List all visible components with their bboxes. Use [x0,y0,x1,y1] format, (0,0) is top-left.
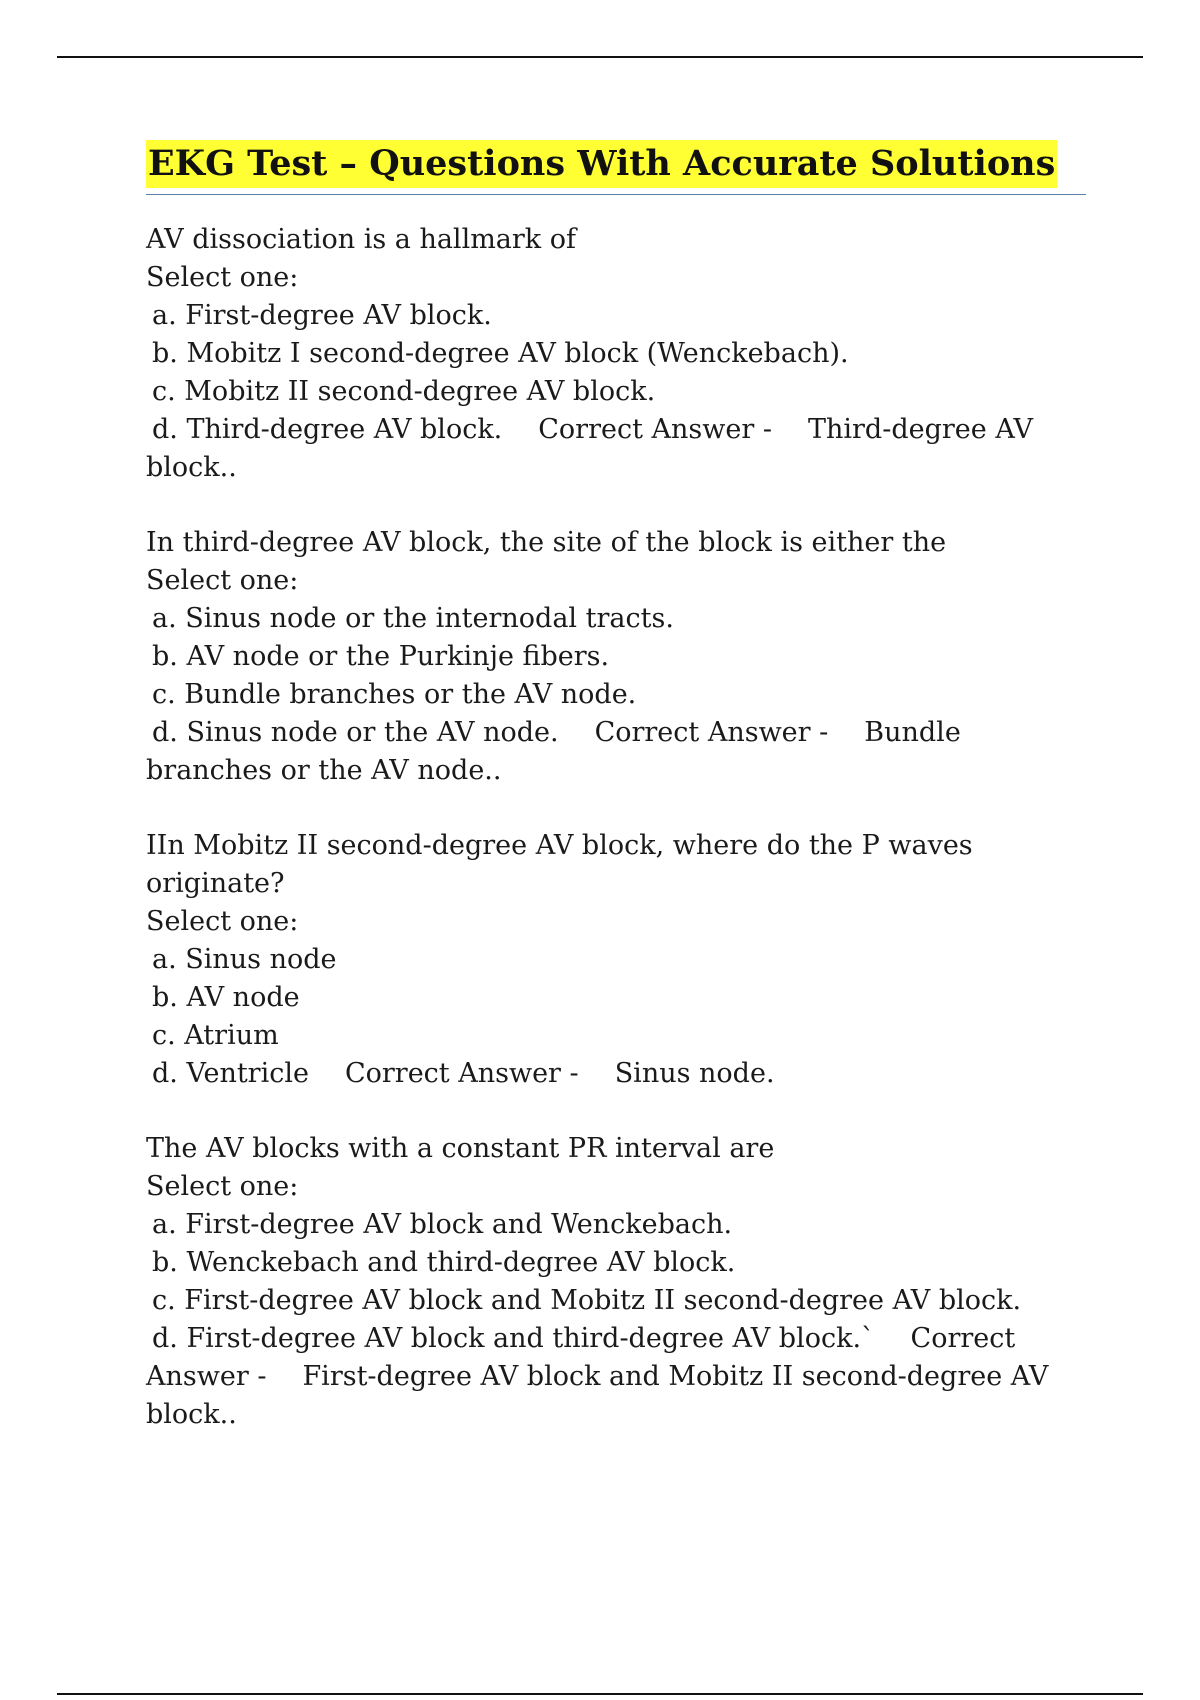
question-3 [146,827,1086,1093]
answer-label: Correct Answer - [594,717,829,748]
question-prompt: The AV blocks with a constant PR interval are [146,1133,775,1164]
question-1 [146,221,1086,487]
option-a: a. First-degree AV block. [152,300,492,331]
option-a: a. First-degree AV block and Wenckebach. [152,1209,733,1240]
option-c: c. First-degree AV block and Mobitz II second-degree AV block. [152,1285,1022,1316]
option-d-with-answer [146,1320,1086,1358]
question-prompt-line-2: originate? [146,868,285,899]
document-body [146,140,1086,1471]
question-prompt: AV dissociation is a hallmark of [146,224,576,255]
answer-continuation: block.. [146,1399,237,1430]
question-prompt-line-1: IIn Mobitz II second-degree AV block, where do the P waves [146,830,973,861]
select-label: Select one: [146,1171,299,1202]
option-d-with-answer [146,1055,1086,1093]
answer-label: Correct Answer - [538,414,772,445]
select-label: Select one: [146,262,299,293]
option-d-with-answer [146,714,1086,752]
question-prompt: In third-degree AV block, the site of the block is either the [146,527,947,558]
option-d: d. Third-degree AV block. [152,414,503,445]
answer-continuation: block.. [146,452,237,483]
option-b: b. Wenckebach and third-degree AV block. [152,1247,736,1278]
option-c: c. Atrium [152,1020,279,1051]
option-d-with-answer [146,411,1086,449]
answer-label-part-2: Answer - [146,1361,267,1392]
answer-text: Third-degree AV [807,414,1033,445]
option-b: b. Mobitz I second-degree AV block (Wenckebach). [152,338,849,369]
answer-continuation: branches or the AV node.. [146,755,502,786]
top-rule [57,56,1143,58]
option-c: c. Mobitz II second-degree AV block. [152,376,656,407]
option-a: a. Sinus node [152,944,337,975]
option-a: a. Sinus node or the internodal tracts. [152,603,674,634]
option-d: d. Ventricle [152,1058,309,1089]
answer-text: First-degree AV block and Mobitz II second-degree AV [302,1361,1049,1392]
option-b: b. AV node [152,982,300,1013]
bottom-rule [57,1693,1143,1695]
question-4 [146,1130,1086,1434]
option-d: d. Sinus node or the AV node. [152,717,559,748]
option-b: b. AV node or the Purkinje fibers. [152,641,610,672]
answer-label: Correct Answer - [344,1058,579,1089]
question-2 [146,524,1086,790]
document-title: EKG Test – Questions With Accurate Solutions [146,140,1057,188]
title-block [146,140,1086,195]
answer-text: Sinus node. [614,1058,775,1089]
option-c: c. Bundle branches or the AV node. [152,679,637,710]
option-d: d. First-degree AV block and third-degree AV block.` [152,1323,875,1354]
select-label: Select one: [146,906,299,937]
answer-text: Bundle [864,717,961,748]
answer-label-part-1: Correct [910,1323,1016,1354]
answer-line [146,1358,1086,1396]
select-label: Select one: [146,565,299,596]
